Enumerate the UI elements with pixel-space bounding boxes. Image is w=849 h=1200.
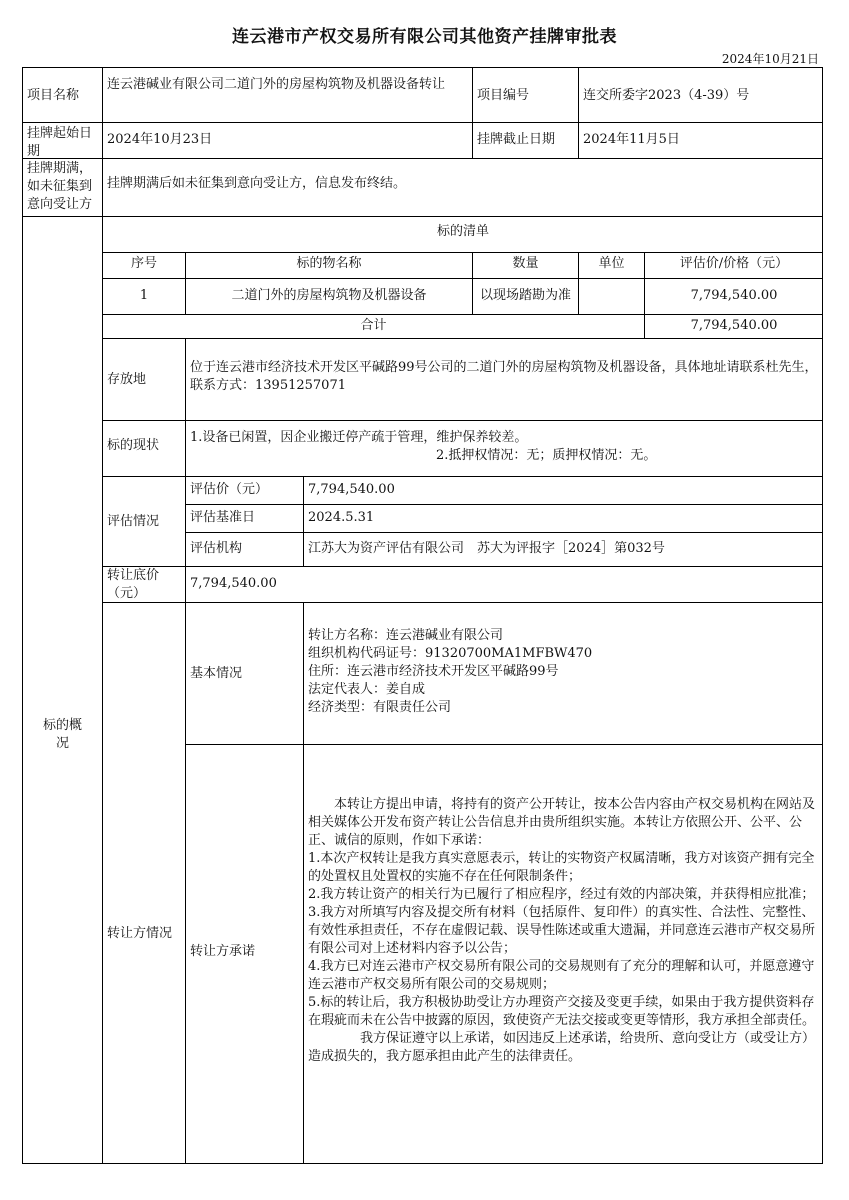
transferor-address-line: 住所：连云港市经济技术开发区平碱路99号 <box>308 664 559 679</box>
status-label: 标的现状 <box>102 420 185 476</box>
transferor-basic-label: 基本情况 <box>185 602 303 744</box>
appraisal-label: 评估情况 <box>102 476 185 566</box>
list-total-value: 7,794,540.00 <box>644 314 823 338</box>
overview-label: 标的概况 <box>22 216 102 1164</box>
list-row-price: 7,794,540.00 <box>644 278 823 314</box>
form-title: 连云港市产权交易所有限公司其他资产挂牌审批表 <box>232 27 617 47</box>
project-name-value: 连云港碱业有限公司二道门外的房屋构筑物及机器设备转让 <box>102 67 472 122</box>
appraisal-price-value: 7,794,540.00 <box>303 476 823 504</box>
storage-value: 位于连云港市经济技术开发区平碱路99号公司的二道门外的房屋构筑物及机器设备，具体地址请联系杜先生，联系方式：13951257071 <box>185 338 823 420</box>
listing-start-value: 2024年10月23日 <box>102 122 472 158</box>
list-total-label: 合计 <box>102 314 644 338</box>
transferor-code-line: 组织机构代码证号：91320700MA1MFBW470 <box>308 646 593 661</box>
list-row-unit <box>578 278 644 314</box>
appraisal-org-label: 评估机构 <box>185 532 303 566</box>
expiry-value: 挂牌期满后如未征集到意向受让方，信息发布终结。 <box>102 158 823 216</box>
list-header-no: 序号 <box>102 252 185 278</box>
transferor-basic-info <box>303 602 823 744</box>
list-row-no: 1 <box>102 278 185 314</box>
storage-label: 存放地 <box>102 338 185 420</box>
status-line-1: 1.设备已闲置，因企业搬迁停产疏于管理，维护保养较差。 <box>190 430 528 445</box>
transferor-label: 转让方情况 <box>102 602 185 1164</box>
form-date: 2024年10月21日 <box>721 52 819 66</box>
reserve-label: 转让底价（元） <box>102 566 185 602</box>
list-header-price: 评估价/价格（元） <box>644 252 823 278</box>
listing-end-label: 挂牌截止日期 <box>472 122 578 158</box>
transferor-name-line: 转让方名称：连云港碱业有限公司 <box>308 628 504 643</box>
reserve-value: 7,794,540.00 <box>185 566 823 602</box>
list-row-name: 二道门外的房屋构筑物及机器设备 <box>185 278 472 314</box>
transferor-representative-line: 法定代表人：姜自成 <box>308 682 426 697</box>
list-caption: 标的清单 <box>102 216 823 252</box>
list-row-qty: 以现场踏勘为准 <box>472 278 578 314</box>
list-header-unit: 单位 <box>578 252 644 278</box>
appraisal-price-label: 评估价（元） <box>185 476 303 504</box>
project-name-label: 项目名称 <box>22 67 102 122</box>
expiry-label: 挂牌期满，如未征集到意向受让方 <box>22 158 102 216</box>
list-header-name: 标的物名称 <box>185 252 472 278</box>
listing-end-value: 2024年11月5日 <box>578 122 823 158</box>
status-value <box>185 420 823 476</box>
status-line-2: 2.抵押权情况：无；质押权情况：无。 <box>436 448 657 463</box>
appraisal-date-value: 2024.5.31 <box>303 504 823 532</box>
transferor-type-line: 经济类型：有限责任公司 <box>308 700 452 715</box>
transferor-promise-label: 转让方承诺 <box>185 744 303 1164</box>
appraisal-date-label: 评估基准日 <box>185 504 303 532</box>
project-code-value: 连交所委字2023（4-39）号 <box>578 67 823 122</box>
project-code-label: 项目编号 <box>472 67 578 122</box>
appraisal-org-value: 江苏大为资产评估有限公司 苏大为评报字［2024］第032号 <box>303 532 823 566</box>
transferor-promise-text: 本转让方提出申请，将持有的资产公开转让，按本公告内容由产权交易机构在网站及相关媒体公开发布资产转让公告信息并由贵所组织实施。本转让方依照公开、公平、公正、诚信的原则，作如下承诺： 1.本次产权转让是我方真实意愿表示，转让的实物资产权属清晰，我方对该资产拥有完全的处置权且处置权的实施不存在任何限制条件； 2.我方转让资产的相关行为已履行了相应程序，经过有效的内部决策，并获得相应批准； 3.我方对所填写内容及提交所有材料（包括原件、复印件）的真实性、合法性、完整性、有效性承担责任，不存在虚假记载、误导性陈述或重大遗漏，并同意连云港市产权交易所有限公司对上述材料内容予以公告； 4.我方已对连云港市产权交易所有限公司的交易规则有了充分的理解和认可，并愿意遵守连云港市产权交易所有限公司的交易规则； 5.标的转让后，我方积极协助受让方办理资产交接及变更手续，如果由于我方提供资料存在瑕疵而未在公告中披露的原因，致使资产无法交接或变更等情形，我方承担全部责任。 我方保证遵守以上承诺，如因违反上述承诺，给贵所、意向受让方（或受让方）造成损失的，我方愿承担由此产生的法律责任。 <box>303 744 823 1164</box>
list-header-qty: 数量 <box>472 252 578 278</box>
listing-start-label: 挂牌起始日期 <box>22 122 102 158</box>
